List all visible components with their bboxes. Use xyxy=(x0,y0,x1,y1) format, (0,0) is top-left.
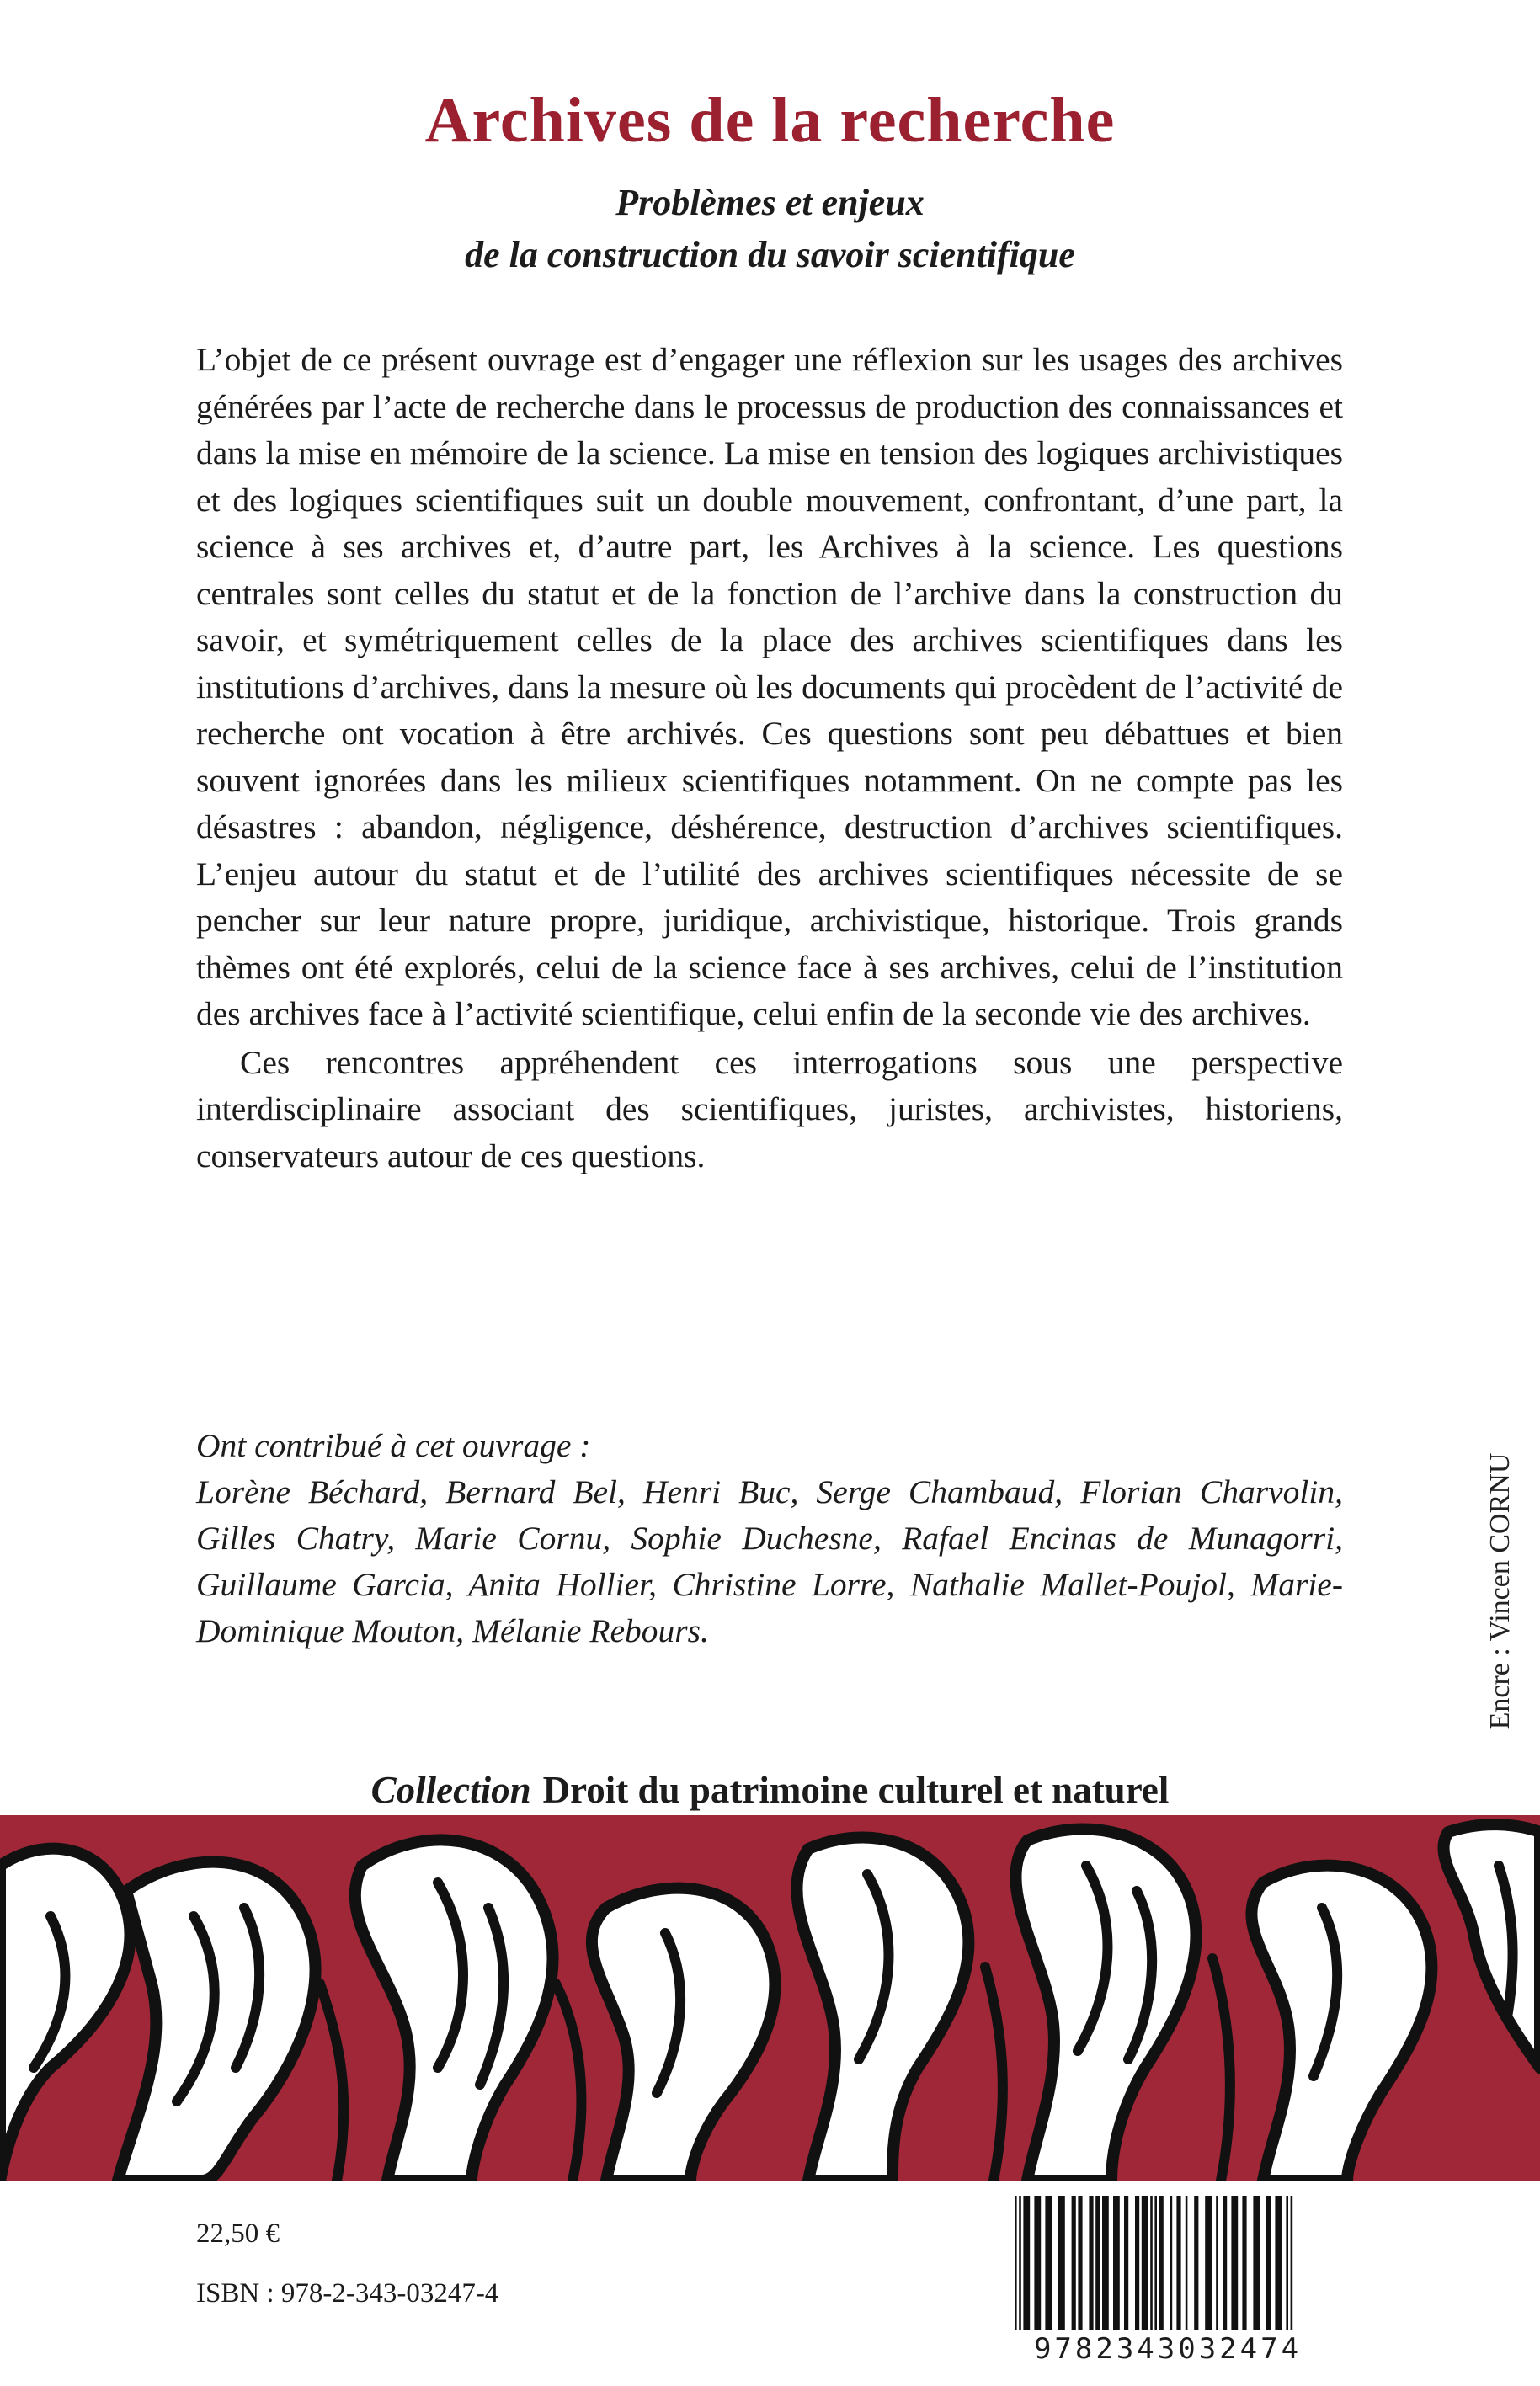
barcode-bar xyxy=(1291,2196,1293,2330)
collection-line xyxy=(0,1768,1540,1812)
barcode-bar xyxy=(1089,2196,1093,2330)
book-title: Archives de la recherche xyxy=(424,85,1116,156)
illustration-credit-text: Encre : Vincen CORNU xyxy=(1484,1452,1516,1730)
barcode-bar xyxy=(1102,2196,1109,2330)
barcode-digits: 9782343032474 xyxy=(1033,2332,1303,2366)
barcode-bar xyxy=(1205,2196,1212,2330)
barcode-bar xyxy=(1045,2196,1052,2330)
barcode-bar xyxy=(1176,2196,1180,2330)
description-text xyxy=(196,337,1343,1180)
barcode-bar xyxy=(1186,2196,1188,2330)
description-paragraph-2: Ces rencontres appréhendent ces interrogations sous une perspective interdisciplinaire associant des scientifiques, juristes, archivistes, historiens, conservateurs autour de ces questions. xyxy=(196,1043,1343,1174)
barcode-bar xyxy=(1072,2196,1076,2330)
subtitle-line-1: Problèmes et enjeux xyxy=(615,182,925,223)
barcode-bar xyxy=(1194,2196,1198,2330)
barcode-bar xyxy=(1242,2196,1246,2330)
barcode-bar xyxy=(1058,2196,1065,2330)
barcode-bar xyxy=(1216,2196,1218,2330)
barcode-bar xyxy=(1170,2196,1173,2330)
ink-figures-drawing xyxy=(0,1815,1540,2181)
contributors-names: Lorène Béchard, Bernard Bel, Henri Buc, Serge Chambaud, Florian Charvolin, Gilles Chatry, Marie Cornu, Sophie Duchesne, Rafael Encinas de Munagorri, Guillaume Garcia, Anita Hollier, Christine Lorre, Nathalie Mallet-Poujol, Marie-Dominique Mouton, Mélanie Rebours. xyxy=(196,1473,1343,1649)
barcode-bar xyxy=(1266,2196,1271,2330)
barcode-bar xyxy=(1135,2196,1139,2330)
barcode-bar xyxy=(1154,2196,1157,2330)
book-subtitle xyxy=(0,177,1540,281)
barcode-bar xyxy=(1159,2196,1164,2330)
contributors-block xyxy=(196,1423,1343,1654)
collection-label: Collection xyxy=(370,1769,531,1811)
barcode-bar xyxy=(1124,2196,1128,2330)
isbn-barcode xyxy=(999,2191,1336,2367)
description-paragraph-1: L’objet de ce présent ouvrage est d’engager une réflexion sur les usages des archives générées par l’acte de recherche dans le processus de production des connaissances et dans la mise en mémoire de la science. La mise en tension des logiques archivistiques et des logiques scientifiques suit un double mouvement, confrontant, d’une part, la science à ses archives et, d’autre part, les Archives à la science. Les questions centrales sont celles du statut et de la fonction de l’archive dans la construction du savoir, et symétriquement celles de la place des archives scientifiques dans les institutions d’archives, dans la mesure où les documents qui procèdent de l’activité de recherche ont vocation à être archivés. Ces questions sont peu débattues et bien souvent ignorées dans les milieux scientifiques notamment. On ne compte pas les désastres : abandon, négligence, déshérence, destruction d’archives scientifiques. L’enjeu autour du statut et de l’utilité des archives scientifiques nécessite de se pencher sur leur nature propre, juridique, archivistique, historique. Trois grands thèmes ont été explorés, celui de la science face à ses archives, celui de l’institution des archives face à l’activité scientifique, celui enfin de la seconde vie des archives. xyxy=(196,341,1343,1032)
barcode-bar xyxy=(1231,2196,1238,2330)
barcode-bar xyxy=(1023,2196,1030,2330)
barcode-bar xyxy=(1142,2196,1148,2330)
barcode-bar xyxy=(1150,2196,1153,2330)
barcode-bar xyxy=(1034,2196,1041,2330)
barcode-bar xyxy=(1095,2196,1100,2330)
barcode-bar xyxy=(1223,2196,1227,2330)
illustration-credit xyxy=(1475,1423,1526,1760)
price: 22,50 € xyxy=(196,2218,280,2249)
subtitle-line-2: de la construction du savoir scientifique xyxy=(465,234,1075,275)
isbn: ISBN : 978-2-343-03247-4 xyxy=(196,2278,499,2309)
collection-name: Droit du patrimoine culturel et naturel xyxy=(542,1769,1170,1811)
ink-illustration xyxy=(0,1815,1540,2181)
barcode-bar xyxy=(1019,2196,1021,2330)
barcode-bar xyxy=(1286,2196,1288,2330)
barcode-bar xyxy=(1253,2196,1260,2330)
barcode-bar xyxy=(1113,2196,1120,2330)
barcode-bars xyxy=(999,2191,1336,2334)
barcode-bar xyxy=(1078,2196,1082,2330)
contributors-heading: Ont contribué à cet ouvrage : xyxy=(196,1427,591,1464)
barcode-bar xyxy=(1275,2196,1282,2330)
barcode-bar xyxy=(1015,2196,1017,2330)
